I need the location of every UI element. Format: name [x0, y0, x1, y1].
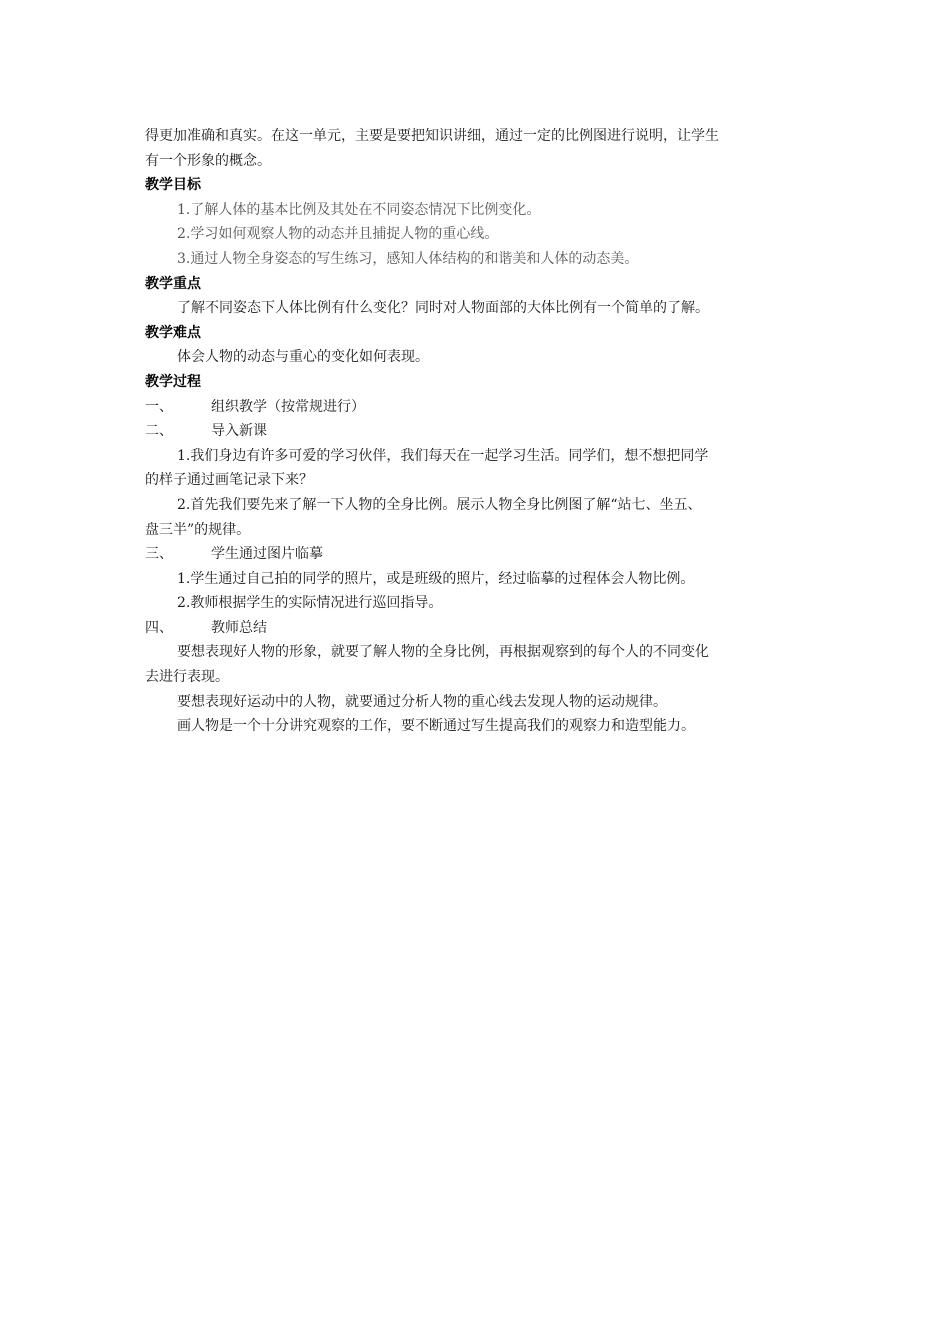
process-heading: 教学过程	[145, 373, 201, 390]
key-points-heading: 教学重点	[145, 275, 201, 292]
process-step-3	[145, 542, 810, 567]
step-number: 一、	[145, 398, 173, 415]
objective-item-3: 3.通过人物全身姿态的写生练习，感知人体结构的和谐美和人体的动态美。	[177, 250, 639, 267]
step-title: 导入新课	[211, 423, 267, 440]
key-points-text: 了解不同姿态下人体比例有什么变化？同时对人物面部的大体比例有一个简单的了解。	[177, 300, 709, 317]
step2-line-3: 2.首先我们要先来了解一下人物的全身比例。展示人物全身比例图了解“站七、坐五、	[177, 496, 702, 513]
document-page	[145, 124, 810, 739]
objectives-heading: 教学目标	[145, 177, 201, 194]
step-title: 学生通过图片临摹	[211, 546, 323, 563]
process-step-1	[145, 395, 810, 420]
objective-item-1: 1.了解人体的基本比例及其处在不同姿态情况下比例变化。	[177, 201, 541, 218]
step2-line-4: 盘三半”的规律。	[145, 521, 251, 538]
step-number: 二、	[145, 423, 173, 440]
step4-line-2: 去进行表现。	[145, 669, 229, 686]
step2-line-1: 1.我们身边有许多可爱的学习伙伴，我们每天在一起学习生活。同学们，想不想把同学	[177, 447, 709, 464]
step4-line-1: 要想表现好人物的形象，就要了解人物的全身比例，再根据观察到的每个人的不同变化	[177, 644, 709, 661]
step3-line-1: 1.学生通过自己拍的同学的照片，或是班级的照片，经过临摹的过程体会人物比例。	[177, 570, 695, 587]
step2-line-2: 的样子通过画笔记录下来？	[145, 472, 313, 489]
intro-line-1: 得更加准确和真实。在这一单元，主要是要把知识讲细，通过一定的比例图进行说明，让学生	[145, 128, 719, 144]
step-title: 教师总结	[211, 619, 267, 636]
step-title: 组织教学（按常规进行）	[211, 398, 365, 415]
step4-line-4: 画人物是一个十分讲究观察的工作，要不断通过写生提高我们的观察力和造型能力。	[177, 718, 695, 735]
difficulties-text: 体会人物的动态与重心的变化如何表现。	[177, 349, 429, 366]
difficulties-heading: 教学难点	[145, 324, 201, 341]
step-number: 三、	[145, 546, 173, 563]
step4-line-3: 要想表现好运动中的人物，就要通过分析人物的重心线去发现人物的运动规律。	[177, 693, 667, 710]
objective-item-2: 2.学习如何观察人物的动态并且捕捉人物的重心线。	[177, 226, 499, 243]
intro-line-2: 有一个形象的概念。	[145, 152, 271, 169]
process-step-4	[145, 616, 810, 641]
step-number: 四、	[145, 619, 173, 636]
step3-line-2: 2.教师根据学生的实际情况进行巡回指导。	[177, 595, 443, 612]
process-step-2	[145, 419, 810, 444]
